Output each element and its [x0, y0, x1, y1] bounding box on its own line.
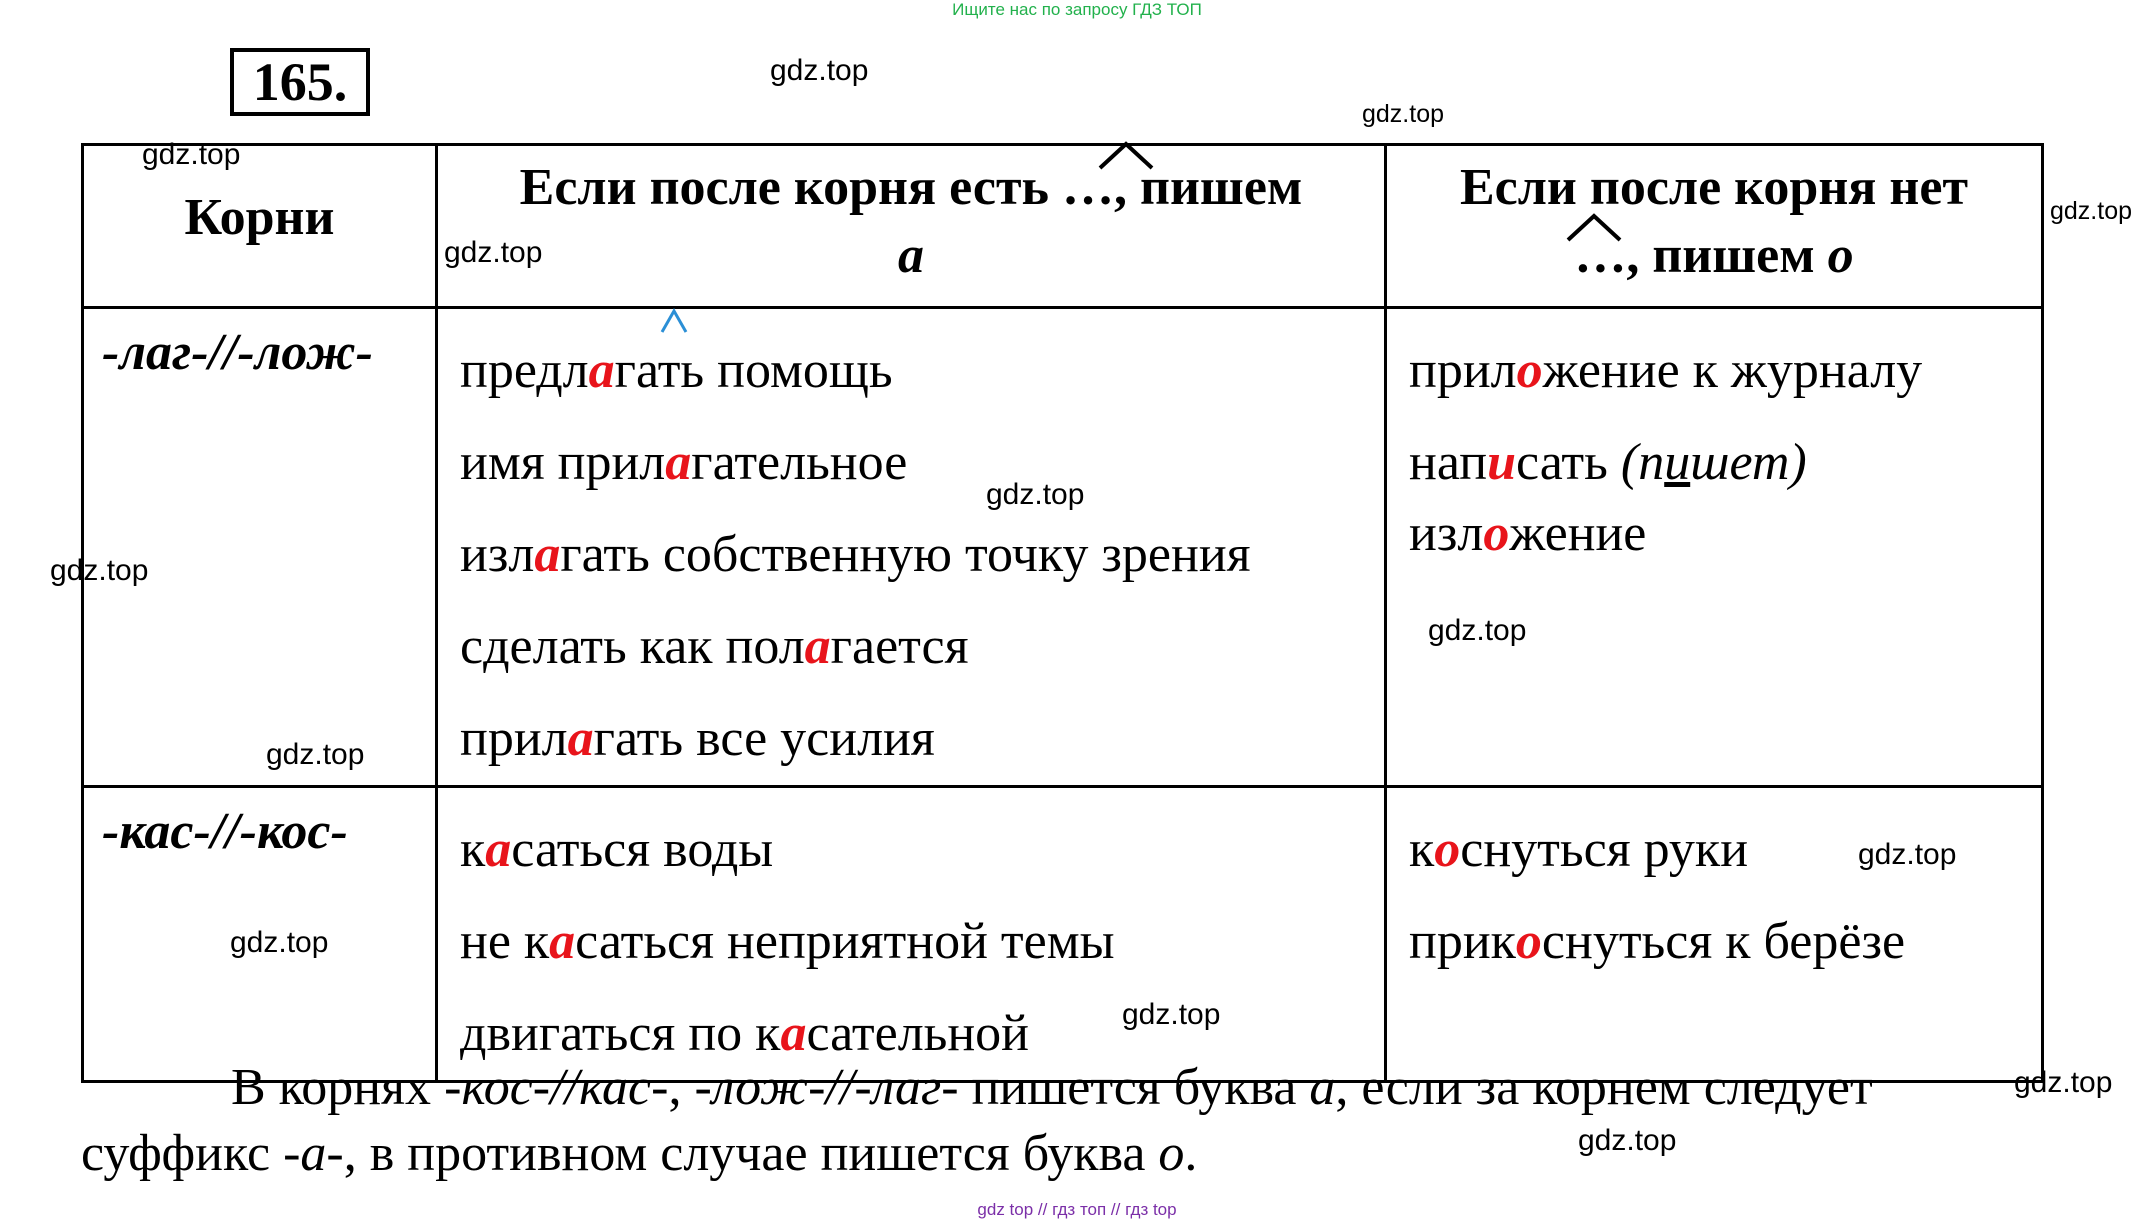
watermark: gdz.top — [2050, 197, 2133, 225]
header-suffix-absent-text-2: …, пишем — [1574, 227, 1815, 284]
root-kas-kos: -кас-//-кос- — [102, 803, 348, 860]
header-suffix-absent-text: Если после корня нет — [1459, 159, 1969, 216]
list-item: имя прилагательное — [460, 434, 908, 491]
list-item: коснуться руки — [1409, 821, 1749, 878]
suffix-mark-icon — [1566, 212, 1622, 242]
root-lag-lozh: -лаг-//-лож- — [102, 324, 373, 381]
list-item: излагать собственную точку зрения — [460, 526, 1251, 583]
watermark: gdz.top — [770, 54, 869, 87]
watermark: gdz.top — [1122, 998, 1221, 1031]
watermark: gdz.top — [142, 138, 241, 171]
watermark: gdz.top — [1858, 838, 1957, 871]
list-item: предлагать помощь — [460, 342, 893, 399]
header-roots — [83, 145, 437, 308]
list-item: изложение — [1409, 505, 1647, 562]
word-list-without-suffix — [1387, 788, 2041, 988]
watermark: gdz.top — [50, 554, 149, 587]
header-roots-label: Корни — [184, 189, 335, 246]
list-item: написать (пишет) — [1409, 434, 1807, 491]
table-row-kas-kos — [83, 787, 2043, 1082]
rule-note: В корнях -кос-//кас-, -лож-//-лаг- пишется буква а, если за корнем следует суффикс -а-, в противном случае пишется буква о. — [81, 1059, 1873, 1182]
watermark: gdz.top — [230, 926, 329, 959]
list-item: касаться воды — [460, 821, 774, 878]
word-list-with-suffix — [438, 309, 1384, 785]
watermark: gdz.top — [986, 478, 1085, 511]
watermark: gdz.top — [444, 236, 543, 269]
watermark: gdz.top — [1428, 614, 1527, 647]
exercise-number: 165. — [230, 48, 370, 116]
top-banner: Ищите нас по запросу ГДЗ ТОП — [952, 0, 1202, 19]
list-item: не касаться неприятной темы — [460, 913, 1115, 970]
header-suffix-present-text: Если после корня есть …, пишем — [519, 159, 1303, 216]
suffix-mark-icon — [660, 308, 688, 334]
list-item: приложение к журналу — [1409, 342, 1923, 399]
list-item: двигаться по касательной — [460, 1005, 1030, 1062]
word-list-with-suffix — [438, 788, 1384, 1080]
suffix-mark-icon — [1098, 140, 1154, 170]
header-suffix-present — [437, 145, 1386, 308]
watermark: gdz.top — [266, 738, 365, 771]
footer-links[interactable]: gdz top // гдз топ // гдз top — [977, 1200, 1177, 1219]
watermark: gdz.top — [1362, 100, 1445, 128]
list-item: прилагать все усилия — [460, 710, 935, 767]
table-header-row — [83, 145, 2043, 308]
header-letter-o: о — [1827, 227, 1854, 284]
header-suffix-absent — [1386, 145, 2043, 308]
word-list-without-suffix — [1387, 309, 2041, 562]
header-letter-a: а — [898, 227, 924, 284]
spelling-rule-table — [81, 143, 2044, 1083]
list-item: сделать как полагается — [460, 618, 969, 675]
watermark: gdz.top — [2014, 1066, 2113, 1099]
table-row-lag-lozh — [83, 308, 2043, 787]
list-item: прикоснуться к берёзе — [1409, 913, 1906, 970]
watermark: gdz.top — [1578, 1124, 1677, 1157]
